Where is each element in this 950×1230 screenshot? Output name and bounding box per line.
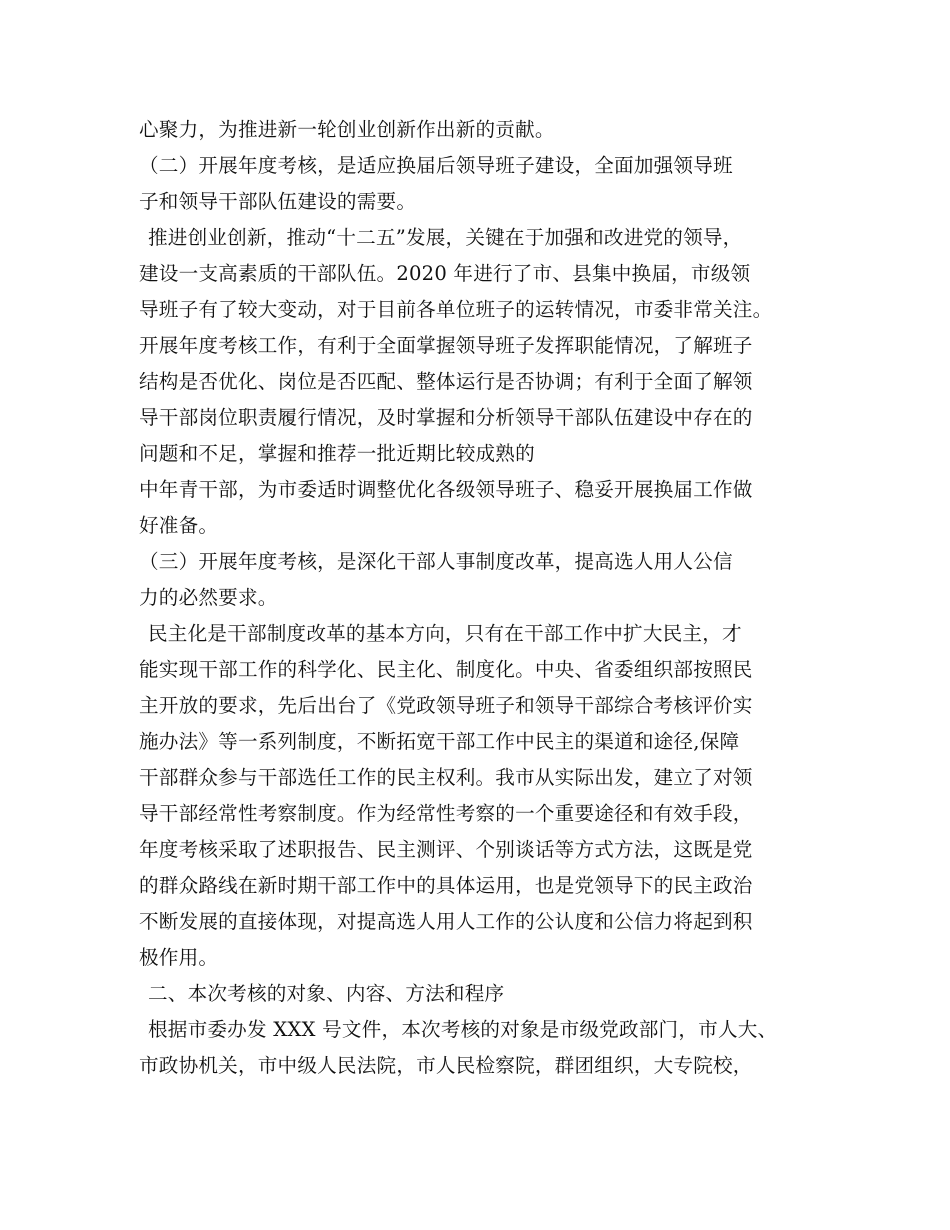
text-line-8: 结构是否优化、岗位是否匹配、整体运行是否协调；有利于全面了解领 xyxy=(139,370,753,393)
section-heading: 二、本次考核的对象、内容、方法和程序 xyxy=(148,982,505,1005)
text-line-9: 导干部岗位职责履行情况，及时掌握和分析领导干部队伍建设中存在的 xyxy=(139,406,753,429)
text-line-4: 推进创业创新，推动“十二五”发展，关键在于加强和改进党的领导， xyxy=(148,226,743,249)
text-line-18: 施办法》等一系列制度，不断拓宽干部工作中民主的渠道和途径,保障 xyxy=(139,730,740,753)
text-line-6: 导班子有了较大变动，对于目前各单位班子的运转情况，市委非常关注。 xyxy=(139,298,773,321)
text-line-5: 建设一支高素质的干部队伍。2020 年进行了市、县集中换届，市级领 xyxy=(139,262,751,285)
text-line-20: 导干部经常性考察制度。作为经常性考察的一个重要途径和有效手段， xyxy=(139,802,753,825)
text-line-15: 民主化是干部制度改革的基本方向，只有在干部工作中扩大民主，才 xyxy=(148,622,742,645)
text-line-16: 能实现干部工作的科学化、民主化、制度化。中央、省委组织部按照民 xyxy=(139,658,753,681)
text-line-3: 子和领导干部队伍建设的需要。 xyxy=(139,190,417,213)
text-line-23: 不断发展的直接体现，对提高选人用人工作的公认度和公信力将起到积 xyxy=(139,910,753,933)
text-line-21: 年度考核采取了述职报告、民主测评、个别谈话等方式方法，这既是党 xyxy=(139,838,753,861)
text-line-14: 力的必然要求。 xyxy=(139,586,278,609)
text-line-19: 干部群众参与干部选任工作的民主权利。我市从实际出发，建立了对领 xyxy=(139,766,753,789)
text-line-10: 问题和不足，掌握和推荐一批近期比较成熟的 xyxy=(139,442,535,465)
text-line-17: 主开放的要求，先后出台了《党政领导班子和领导干部综合考核评价实 xyxy=(139,694,753,717)
text-line-1: 心聚力，为推进新一轮创业创新作出新的贡献。 xyxy=(139,118,555,141)
text-line-27: 市政协机关，市中级人民法院，市人民检察院，群团组织，大专院校， xyxy=(139,1054,753,1077)
text-line-13: （三）开展年度考核，是深化干部人事制度改革，提高选人用人公信 xyxy=(139,550,733,573)
text-line-24: 极作用。 xyxy=(139,946,219,969)
text-line-11: 中年青干部，为市委适时调整优化各级领导班子、稳妥开展换届工作做 xyxy=(139,478,753,501)
text-line-7: 开展年度考核工作，有利于全面掌握领导班子发挥职能情况，了解班子 xyxy=(139,334,753,357)
text-line-26: 根据市委办发 XXX 号文件，本次考核的对象是市级党政部门，市人大、 xyxy=(148,1018,778,1041)
text-line-12: 好准备。 xyxy=(139,514,219,537)
text-line-22: 的群众路线在新时期干部工作中的具体运用，也是党领导下的民主政治 xyxy=(139,874,753,897)
text-line-2: （二）开展年度考核，是适应换届后领导班子建设，全面加强领导班 xyxy=(139,154,733,177)
